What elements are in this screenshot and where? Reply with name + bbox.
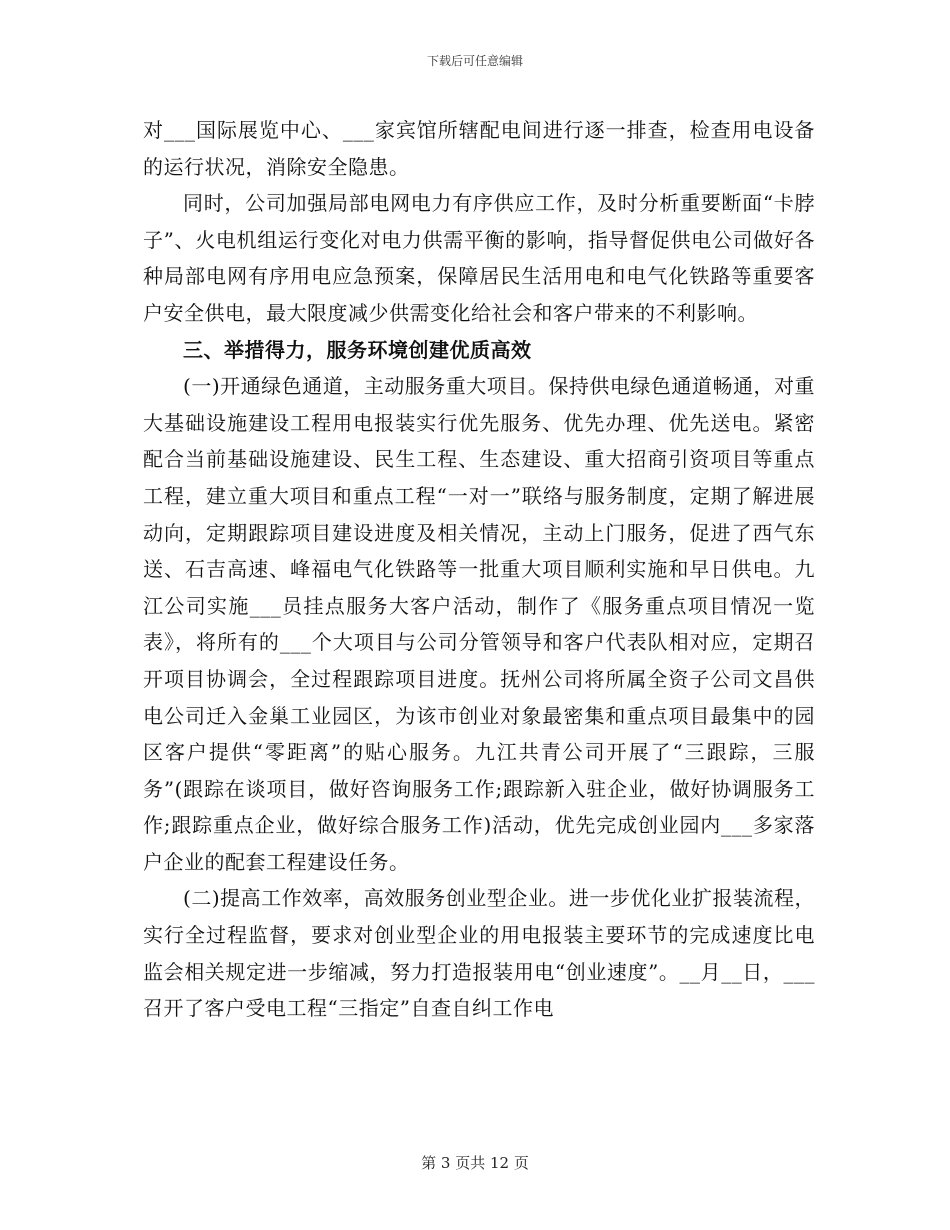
- paragraph-3: (一)开通绿色通道，主动服务重大项目。保持供电绿色通道畅通，对重大基础设施建设工程用电报装实行优先服务、优先办理、优先送电。紧密配合当前基础设施建设、民生工程、生态建设、重大招商引资项目等重点工程，建立重大项目和重点工程“一对一”联络与服务制度，定期了解进展动向，定期跟踪项目建设进度及相关情况，主动上门服务，促进了西气东送、石吉高速、峰福电气化铁路等一批重大项目顺利实施和早日供电。九江公司实施___员挂点服务大客户活动，制作了《服务重点项目情况一览表》，将所有的___个大项目与公司分管领导和客户代表队相对应，定期召开项目协调会，全过程跟踪项目进度。抚州公司将所属全资子公司文昌供电公司迁入金巢工业园区，为该市创业对象最密集和重点项目最集中的园区客户提供“零距离”的贴心服务。九江共青公司开展了“三跟踪，三服务”(跟踪在谈项目，做好咨询服务工作;跟踪新入驻企业，做好协调服务工作;跟踪重点企业，做好综合服务工作)活动，优先完成创业园内___多家落户企业的配套工程建设任务。: [143, 374, 815, 874]
- paragraph-2: 同时，公司加强局部电网电力有序供应工作，及时分析重要断面“卡脖子”、火电机组运行变化对电力供需平衡的影响，指导督促供电公司做好各种局部电网有序用电应急预案，保障居民生活用电和电气化铁路等重要客户安全供电，最大限度减少供需变化给社会和客户带来的不利影响。: [143, 191, 815, 325]
- page-number: 第 3 页共 12 页: [421, 1154, 529, 1172]
- page-header-note: 下载后可任意编辑: [426, 54, 523, 68]
- paragraph-4: (二)提高工作效率，高效服务创业型企业。进一步优化业扩报装流程，实行全过程监督，要求对创业型企业的用电报装主要环节的完成速度比电监会相关规定进一步缩减，努力打造报装用电“创业速度”。__月__日，___召开了客户受电工程“三指定”自查自纠工作电: [143, 886, 815, 1021]
- section-heading-3: 三、举措得力，服务环境创建优质高效: [183, 337, 532, 362]
- document-body: [143, 112, 815, 1027]
- paragraph-1: 对___国际展览中心、___家宾馆所辖配电间进行逐一排查，检查用电设备的运行状况，消除安全隐患。: [143, 118, 815, 179]
